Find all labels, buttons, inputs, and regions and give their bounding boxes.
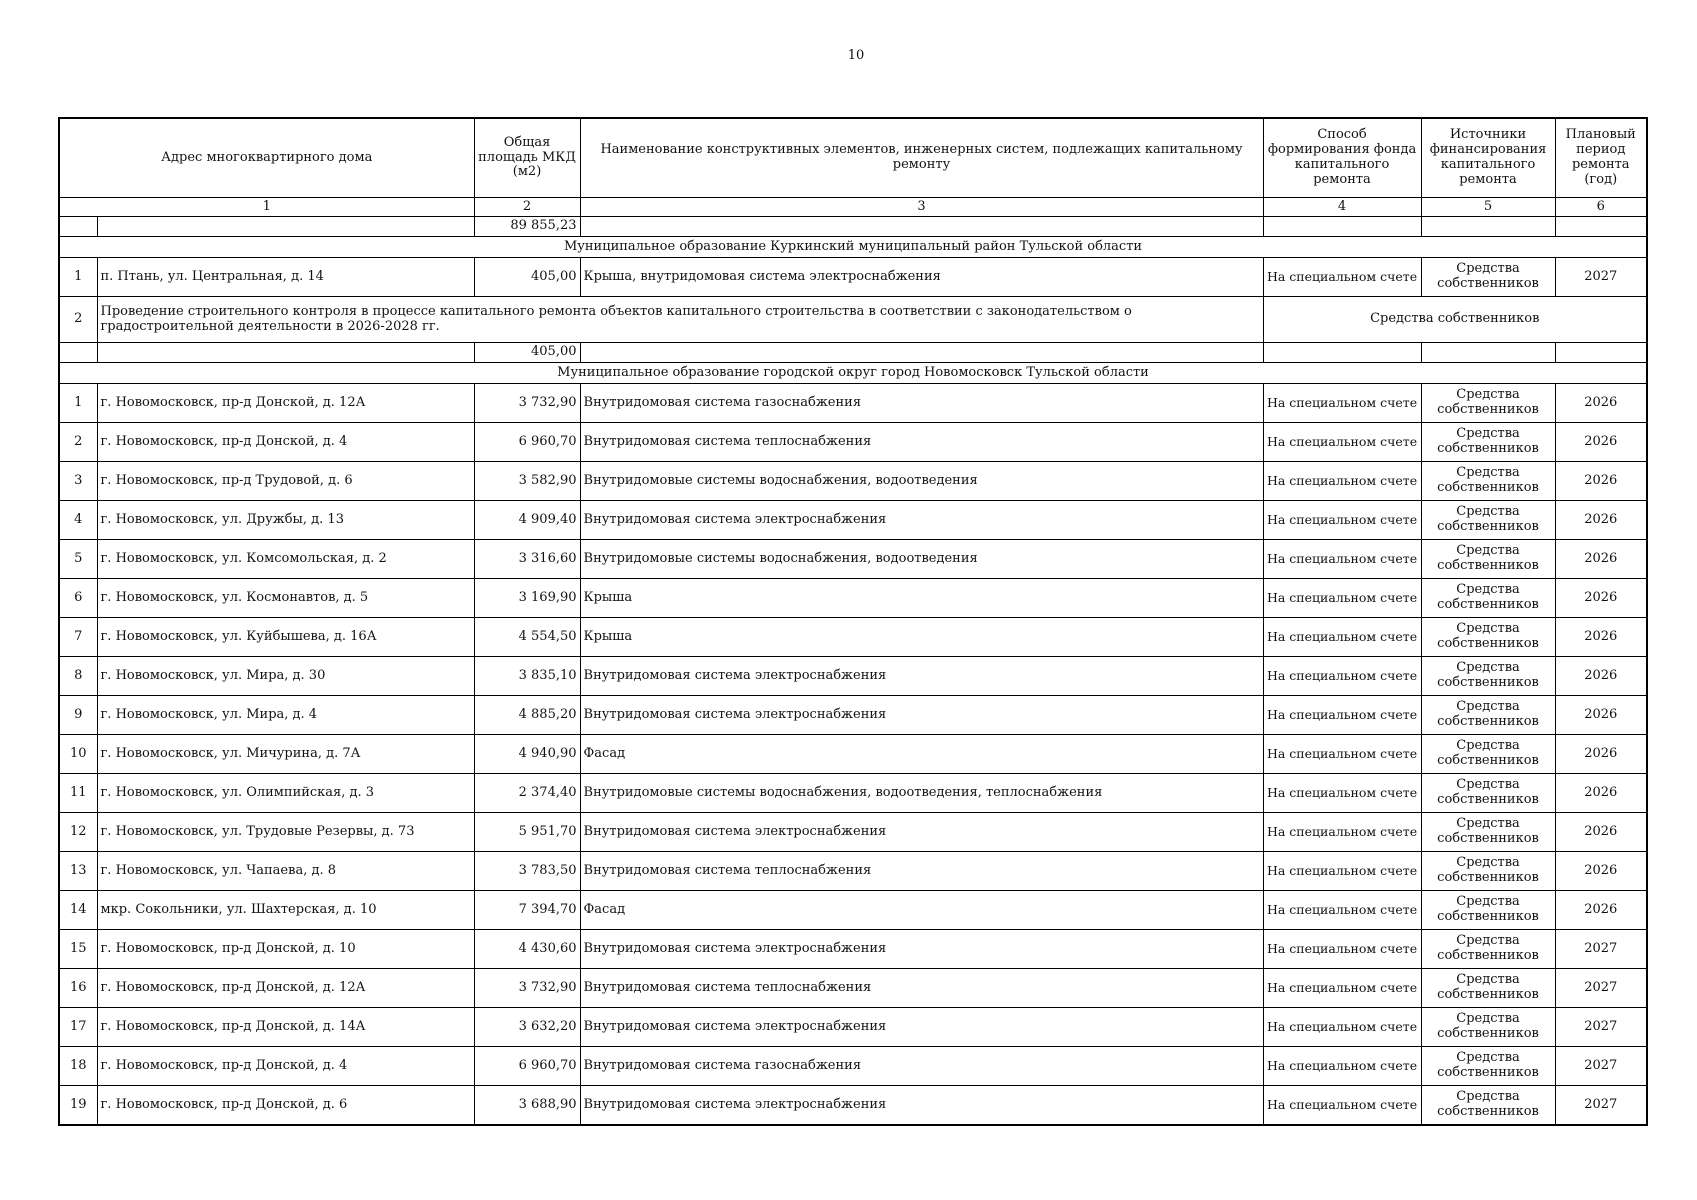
table-row (59, 657, 1647, 696)
row-source: Средства собственников (1421, 1086, 1555, 1126)
page-number: 10 (847, 48, 865, 63)
row-elements: Внутридомовая система электроснабжения (580, 657, 1263, 696)
table-row (59, 1086, 1647, 1126)
table-row (59, 969, 1647, 1008)
row-number: 1 (59, 384, 97, 423)
row-area: 3 783,50 (474, 852, 580, 891)
subtotal-row (59, 343, 1647, 363)
row-fund-method: На специальном счете (1263, 384, 1421, 423)
row-source: Средства собственников (1421, 657, 1555, 696)
row-year: 2026 (1555, 735, 1647, 774)
row-address: г. Новомосковск, пр-д Донской, д. 4 (97, 1047, 474, 1086)
table-row (59, 384, 1647, 423)
row-area: 3 835,10 (474, 657, 580, 696)
row-elements: Внутридомовая система электроснабжения (580, 1086, 1263, 1126)
table-row (59, 501, 1647, 540)
row-area: 3 688,90 (474, 1086, 580, 1126)
row-fund-method: На специальном счете (1263, 891, 1421, 930)
row-elements: Крыша (580, 579, 1263, 618)
row-year: 2027 (1555, 1008, 1647, 1047)
row-area: 3 169,90 (474, 579, 580, 618)
row-area: 4 430,60 (474, 930, 580, 969)
row-address: г. Новомосковск, ул. Дружбы, д. 13 (97, 501, 474, 540)
row-source: Средства собственников (1421, 891, 1555, 930)
row-year: 2026 (1555, 579, 1647, 618)
row-address: г. Новомосковск, ул. Чапаева, д. 8 (97, 852, 474, 891)
table-row (59, 423, 1647, 462)
row-number: 17 (59, 1008, 97, 1047)
row-year: 2027 (1555, 969, 1647, 1008)
total-row (59, 217, 1647, 237)
row-address: г. Новомосковск, ул. Мира, д. 4 (97, 696, 474, 735)
row-area: 3 632,20 (474, 1008, 580, 1047)
row-fund-method: На специальном счете (1263, 852, 1421, 891)
row-year: 2026 (1555, 813, 1647, 852)
row-fund-method: На специальном счете (1263, 696, 1421, 735)
table-row (59, 774, 1647, 813)
column-number-row (59, 198, 1647, 217)
row-area: 6 960,70 (474, 423, 580, 462)
row-area: 3 732,90 (474, 969, 580, 1008)
row-source: Средства собственников (1421, 579, 1555, 618)
column-number: 5 (1421, 198, 1555, 217)
row-elements: Внутридомовая система теплоснабжения (580, 969, 1263, 1008)
row-area: 2 374,40 (474, 774, 580, 813)
header-address: Адрес многоквартирного дома (59, 118, 474, 198)
column-number: 1 (59, 198, 474, 217)
table-row (59, 540, 1647, 579)
row-elements: Внутридомовая система электроснабжения (580, 501, 1263, 540)
table-row (59, 258, 1647, 297)
row-address: г. Новомосковск, пр-д Донской, д. 12А (97, 969, 474, 1008)
row-fund-method: На специальном счете (1263, 930, 1421, 969)
row-year: 2026 (1555, 852, 1647, 891)
row-address: г. Новомосковск, пр-д Трудовой, д. 6 (97, 462, 474, 501)
row-source: Средства собственников (1421, 735, 1555, 774)
row-source: Средства собственников (1421, 696, 1555, 735)
table-row (59, 852, 1647, 891)
row-year: 2026 (1555, 384, 1647, 423)
row-address: г. Новомосковск, ул. Комсомольская, д. 2 (97, 540, 474, 579)
row-year: 2026 (1555, 774, 1647, 813)
row-fund-method: На специальном счете (1263, 813, 1421, 852)
table-row (59, 1047, 1647, 1086)
row-number: 14 (59, 891, 97, 930)
row-number: 18 (59, 1047, 97, 1086)
row-year: 2026 (1555, 618, 1647, 657)
row-area: 4 940,90 (474, 735, 580, 774)
table-row (59, 1008, 1647, 1047)
row-elements: Крыша (580, 618, 1263, 657)
row-elements: Внутридомовая система теплоснабжения (580, 423, 1263, 462)
row-year: 2026 (1555, 657, 1647, 696)
row-area: 5 951,70 (474, 813, 580, 852)
row-source: Средства собственников (1421, 1008, 1555, 1047)
header-row (59, 118, 1647, 198)
row-fund-method: На специальном счете (1263, 1008, 1421, 1047)
row-fund-method: На специальном счете (1263, 1047, 1421, 1086)
row-area: 7 394,70 (474, 891, 580, 930)
column-number: 6 (1555, 198, 1647, 217)
row-fund-method: На специальном счете (1263, 618, 1421, 657)
row-year: 2027 (1555, 1086, 1647, 1126)
row-source: Средства собственников (1421, 813, 1555, 852)
row-elements: Фасад (580, 891, 1263, 930)
row-area: 6 960,70 (474, 1047, 580, 1086)
row-source: Средства собственников (1421, 540, 1555, 579)
row-fund-method: На специальном счете (1263, 423, 1421, 462)
row-address: г. Новомосковск, ул. Куйбышева, д. 16А (97, 618, 474, 657)
row-elements: Внутридомовые системы водоснабжения, водоотведения (580, 462, 1263, 501)
header-sources: Источники финансирования капитального ремонта (1421, 118, 1555, 198)
row-year: 2027 (1555, 258, 1647, 297)
row-number: 1 (59, 258, 97, 297)
row-source: Средства собственников (1421, 774, 1555, 813)
row-elements: Внутридомовая система электроснабжения (580, 696, 1263, 735)
row-number: 11 (59, 774, 97, 813)
table-row (59, 297, 1647, 343)
row-year: 2027 (1555, 930, 1647, 969)
row-fund-method: На специальном счете (1263, 774, 1421, 813)
row-elements: Фасад (580, 735, 1263, 774)
section-title: Муниципальное образование Куркинский муниципальный район Тульской области (59, 237, 1647, 258)
row-number: 8 (59, 657, 97, 696)
row-number: 5 (59, 540, 97, 579)
capital-repair-table (58, 117, 1648, 1126)
row-number: 7 (59, 618, 97, 657)
row-number: 3 (59, 462, 97, 501)
row-number: 2 (59, 423, 97, 462)
table-row (59, 735, 1647, 774)
row-fund-method: На специальном счете (1263, 735, 1421, 774)
header-area: Общая площадь МКД (м2) (474, 118, 580, 198)
row-fund-method: На специальном счете (1263, 969, 1421, 1008)
row-area: 4 909,40 (474, 501, 580, 540)
row-elements: Внутридомовая система теплоснабжения (580, 852, 1263, 891)
row-address: г. Новомосковск, пр-д Донской, д. 14А (97, 1008, 474, 1047)
row-fund-method: На специальном счете (1263, 657, 1421, 696)
row-address: г. Новомосковск, пр-д Донской, д. 6 (97, 1086, 474, 1126)
row-year: 2027 (1555, 1047, 1647, 1086)
header-elements: Наименование конструктивных элементов, инженерных систем, подлежащих капитальному ремонту (580, 118, 1263, 198)
row-number: 12 (59, 813, 97, 852)
header-period: Плановый период ремонта (год) (1555, 118, 1647, 198)
table-row (59, 618, 1647, 657)
table-row (59, 891, 1647, 930)
row-source: Средства собственников (1421, 852, 1555, 891)
column-number: 4 (1263, 198, 1421, 217)
row-address: г. Новомосковск, пр-д Донской, д. 10 (97, 930, 474, 969)
row-elements: Внутридомовые системы водоснабжения, водоотведения (580, 540, 1263, 579)
section-title-row (59, 363, 1647, 384)
table-row (59, 930, 1647, 969)
total-area: 89 855,23 (474, 217, 580, 237)
column-number: 3 (580, 198, 1263, 217)
row-number: 4 (59, 501, 97, 540)
row-address: г. Новомосковск, ул. Космонавтов, д. 5 (97, 579, 474, 618)
row-area: 4 554,50 (474, 618, 580, 657)
row-source: Средства собственников (1421, 384, 1555, 423)
row-fund-method: На специальном счете (1263, 462, 1421, 501)
column-number: 2 (474, 198, 580, 217)
row-source: Средства собственников (1421, 969, 1555, 1008)
row-fund-method: На специальном счете (1263, 501, 1421, 540)
header-fund-method: Способ формирования фонда капитального ремонта (1263, 118, 1421, 198)
subtotal-area: 405,00 (474, 343, 580, 363)
section-title-row (59, 237, 1647, 258)
row-number: 13 (59, 852, 97, 891)
row-elements: Крыша, внутридомовая система электроснабжения (580, 258, 1263, 297)
table-row (59, 462, 1647, 501)
row-source: Средства собственников (1421, 930, 1555, 969)
row-number: 9 (59, 696, 97, 735)
row-year: 2026 (1555, 540, 1647, 579)
row-number: 15 (59, 930, 97, 969)
row-fund-method: На специальном счете (1263, 1086, 1421, 1126)
row-address: мкр. Сокольники, ул. Шахтерская, д. 10 (97, 891, 474, 930)
row-elements: Внутридомовая система газоснабжения (580, 384, 1263, 423)
row-year: 2026 (1555, 423, 1647, 462)
row-year: 2026 (1555, 696, 1647, 735)
row-area: 4 885,20 (474, 696, 580, 735)
row-year: 2026 (1555, 462, 1647, 501)
row-elements: Внутридомовая система электроснабжения (580, 813, 1263, 852)
row-area: 405,00 (474, 258, 580, 297)
table-row (59, 579, 1647, 618)
row-address: г. Новомосковск, пр-д Донской, д. 4 (97, 423, 474, 462)
section-title: Муниципальное образование городской округ город Новомосковск Тульской области (59, 363, 1647, 384)
row-fund-method: На специальном счете (1263, 579, 1421, 618)
row-address: г. Новомосковск, ул. Мичурина, д. 7А (97, 735, 474, 774)
row-source: Средства собственников (1421, 1047, 1555, 1086)
row-area: 3 732,90 (474, 384, 580, 423)
row-source: Средства собственников (1263, 297, 1647, 343)
row-number: 16 (59, 969, 97, 1008)
row-number: 19 (59, 1086, 97, 1126)
row-address: г. Новомосковск, ул. Мира, д. 30 (97, 657, 474, 696)
row-number: 2 (59, 297, 97, 343)
row-elements: Внутридомовая система газоснабжения (580, 1047, 1263, 1086)
row-source: Средства собственников (1421, 501, 1555, 540)
row-elements: Внутридомовая система электроснабжения (580, 1008, 1263, 1047)
row-address: г. Новомосковск, ул. Трудовые Резервы, д. 73 (97, 813, 474, 852)
row-elements: Внутридомовые системы водоснабжения, водоотведения, теплоснабжения (580, 774, 1263, 813)
row-fund-method: На специальном счете (1263, 540, 1421, 579)
table-row (59, 813, 1647, 852)
row-number: 6 (59, 579, 97, 618)
row-number: 10 (59, 735, 97, 774)
row-elements: Внутридомовая система электроснабжения (580, 930, 1263, 969)
row-address: п. Птань, ул. Центральная, д. 14 (97, 258, 474, 297)
row-year: 2026 (1555, 501, 1647, 540)
row-area: 3 582,90 (474, 462, 580, 501)
row-address: г. Новомосковск, ул. Олимпийская, д. 3 (97, 774, 474, 813)
construction-control-text: Проведение строительного контроля в процессе капитального ремонта объектов капитального строительства в соответствии с законодательством о градостроительной деятельности в 2026-2028 гг. (97, 297, 1263, 343)
row-fund-method: На специальном счете (1263, 258, 1421, 297)
table-row (59, 696, 1647, 735)
row-source: Средства собственников (1421, 423, 1555, 462)
row-address: г. Новомосковск, пр-д Донской, д. 12А (97, 384, 474, 423)
row-source: Средства собственников (1421, 618, 1555, 657)
row-source: Средства собственников (1421, 258, 1555, 297)
row-year: 2026 (1555, 891, 1647, 930)
row-source: Средства собственников (1421, 462, 1555, 501)
row-area: 3 316,60 (474, 540, 580, 579)
